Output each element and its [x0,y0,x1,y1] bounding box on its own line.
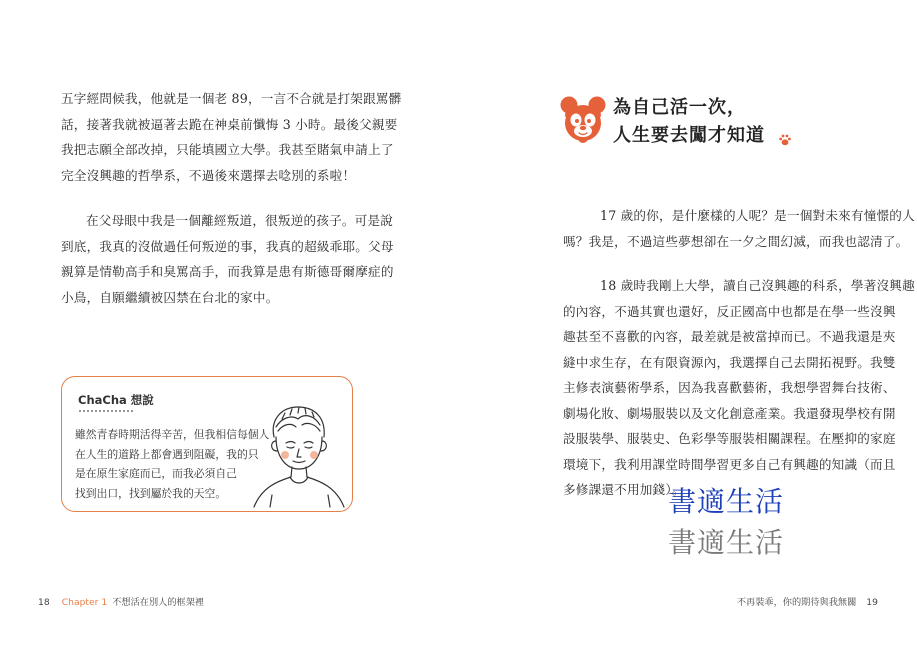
chacha-note-text [75,425,269,503]
page-number: 18 [38,597,50,608]
right-paragraph-1 [563,203,915,254]
text-line: 17 歲的你，是什麼樣的人呢？是一個對未來有憧憬的人 [600,208,915,223]
dotted-divider [78,410,133,412]
note-line: 在人生的道路上都會遇到阻礙，我的只 [75,447,259,461]
text-line: 小鳥，自願繼續被囚禁在台北的家中。 [61,289,279,305]
heading-line: 為自己活一次， [613,97,746,118]
text-line: 主修表演藝術學系，因為我喜歡藝術，我想學習舞台技術、 [563,380,896,395]
paw-print-icon [778,133,792,147]
right-footer [737,594,878,608]
text-line: 的內容，不過其實也還好，反正國高中也都是在學一些沒興 [563,303,896,319]
left-page [0,0,458,650]
text-line: 我把志願全部改掉，只能填國立大學。我甚至賭氣申請上了 [61,142,394,157]
text-line: 劇場化妝、劇場服裝以及文化創意產業。我還發現學校有開 [563,405,896,421]
note-line: 找到出口，找到屬於我的天空。 [75,486,227,500]
left-footer [38,594,204,608]
text-line: 18 歲時我剛上大學，讀自己沒興趣的科系，學著沒興趣 [600,278,915,293]
text-line: 到底，我真的沒做過任何叛逆的事，我真的超級乖耶。父母 [61,238,394,254]
note-line: 雖然青春時期活得辛苦，但我相信每個人 [75,428,270,441]
chacha-note-title: ChaCha 想說 [78,393,154,407]
note-line: 是在原生家庭而已，而我必須自己 [75,467,237,480]
right-paragraph-2 [563,273,915,503]
text-line: 五字經問候我，他就是一個老 89，一言不合就是打架跟罵髒 [61,91,402,106]
text-line: 多修課還不用加錢）。 [563,482,685,497]
text-line: 親算是情勒高手和臭罵高手，而我算是患有斯德哥爾摩症的 [61,264,394,279]
bear-face-icon [559,94,607,146]
text-line: 在父母眼中我是一個離經叛道，很叛逆的孩子。可是說 [86,213,394,228]
text-line: 趣甚至不喜歡的內容，最差就是被當掉而已。不過我還是夾 [563,329,896,344]
section-heading [613,94,765,150]
chapter-label: Chapter 1 [61,597,108,608]
text-line: 設服裝學、服裝史、色彩學等服裝相關課程。在壓抑的家庭 [563,431,896,446]
chapter-title: 不想活在別人的框架裡 [112,597,205,608]
text-line: 話，接著我就被逼著去跪在神桌前懺悔 3 小時。最後父親要 [61,116,398,132]
book-title: 不再裝乖，你的期待與我無關 [736,597,857,608]
watermark-gray: 書適生活 [668,526,785,559]
heading-line: 人生要去闖才知道 [613,125,765,146]
watermark-blue: 書適生活 [668,485,785,518]
text-line: 縫中求生存，在有限資源內，我選擇自己去開拓視野。我雙 [563,354,896,370]
boy-portrait-illustration [248,397,350,509]
left-paragraph-2 [61,208,394,310]
page-number: 19 [866,597,878,608]
text-line: 完全沒興趣的哲學系，不過後來選擇去唸別的系啦！ [61,167,356,183]
chacha-note-box [61,376,353,512]
text-line: 環境下，我利用課堂時間學習更多自己有興趣的知識（而且 [563,456,896,472]
left-paragraph-1 [61,86,402,188]
text-line: 嗎？我是，不過這些夢想卻在一夕之間幻滅，而我也認清了。 [563,233,909,249]
